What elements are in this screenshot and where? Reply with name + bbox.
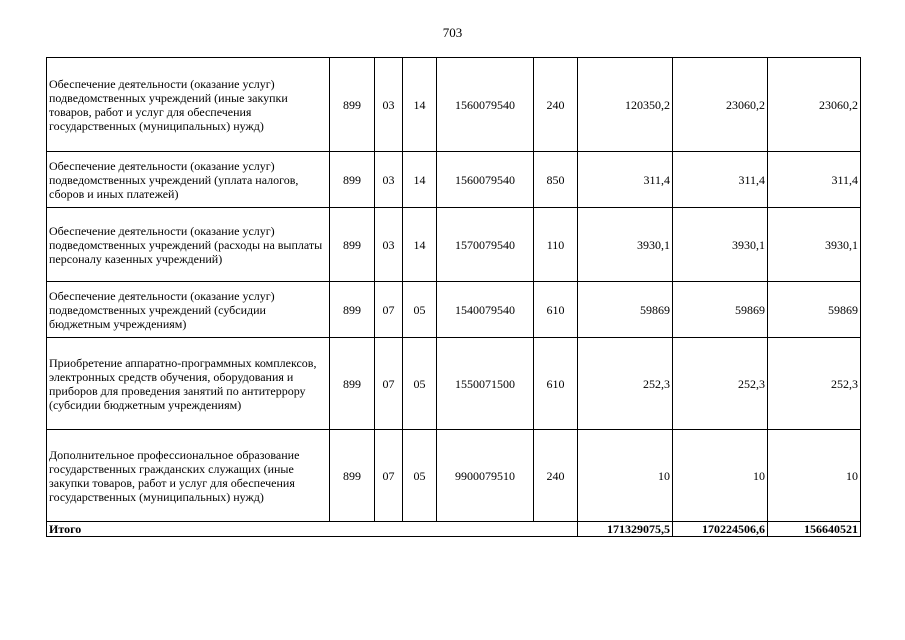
total-amount-2: 170224506,6 (673, 522, 768, 537)
table-row (47, 430, 861, 522)
amount-2: 252,3 (673, 338, 768, 430)
amount-2: 3930,1 (673, 208, 768, 282)
subsection-code: 05 (403, 338, 437, 430)
target-code: 1570079540 (437, 208, 534, 282)
expense-type-code: 610 (534, 338, 578, 430)
section-code: 07 (375, 338, 403, 430)
expense-type-code: 110 (534, 208, 578, 282)
row-name: Обеспечение деятельности (оказание услуг) подведомственных учреждений (уплата налогов, сборов и иных платежей) (47, 152, 330, 208)
ministry-code: 899 (330, 338, 375, 430)
table-row (47, 282, 861, 338)
row-name: Обеспечение деятельности (оказание услуг) подведомственных учреждений (субсидии бюджетным учреждениям) (47, 282, 330, 338)
amount-2: 59869 (673, 282, 768, 338)
ministry-code: 899 (330, 430, 375, 522)
section-code: 07 (375, 430, 403, 522)
row-name: Обеспечение деятельности (оказание услуг) подведомственных учреждений (расходы на выплаты персоналу казенных учреждений) (47, 208, 330, 282)
amount-1: 252,3 (578, 338, 673, 430)
amount-3: 59869 (768, 282, 861, 338)
ministry-code: 899 (330, 282, 375, 338)
amount-1: 3930,1 (578, 208, 673, 282)
amount-1: 59869 (578, 282, 673, 338)
table-row (47, 152, 861, 208)
amount-2: 23060,2 (673, 58, 768, 152)
amount-2: 311,4 (673, 152, 768, 208)
ministry-code: 899 (330, 58, 375, 152)
subsection-code: 05 (403, 282, 437, 338)
expense-type-code: 240 (534, 430, 578, 522)
target-code: 1540079540 (437, 282, 534, 338)
amount-3: 311,4 (768, 152, 861, 208)
target-code: 9900079510 (437, 430, 534, 522)
subsection-code: 05 (403, 430, 437, 522)
ministry-code: 899 (330, 208, 375, 282)
ministry-code: 899 (330, 152, 375, 208)
amount-3: 23060,2 (768, 58, 861, 152)
amount-3: 10 (768, 430, 861, 522)
total-amount-3: 156640521 (768, 522, 861, 537)
total-amount-1: 171329075,5 (578, 522, 673, 537)
amount-1: 311,4 (578, 152, 673, 208)
target-code: 1560079540 (437, 152, 534, 208)
amount-1: 10 (578, 430, 673, 522)
budget-table (46, 57, 861, 537)
table-row (47, 58, 861, 152)
amount-3: 3930,1 (768, 208, 861, 282)
amount-3: 252,3 (768, 338, 861, 430)
amount-2: 10 (673, 430, 768, 522)
row-name: Дополнительное профессиональное образование государственных гражданских служащих (иные закупки товаров, работ и услуг для обеспечения государственных (муниципальных) нужд) (47, 430, 330, 522)
expense-type-code: 610 (534, 282, 578, 338)
section-code: 07 (375, 282, 403, 338)
section-code: 03 (375, 152, 403, 208)
section-code: 03 (375, 208, 403, 282)
target-code: 1560079540 (437, 58, 534, 152)
expense-type-code: 240 (534, 58, 578, 152)
table-row (47, 208, 861, 282)
page-number: 703 (442, 25, 463, 40)
subsection-code: 14 (403, 208, 437, 282)
expense-type-code: 850 (534, 152, 578, 208)
amount-1: 120350,2 (578, 58, 673, 152)
subsection-code: 14 (403, 152, 437, 208)
row-name: Приобретение аппаратно-программных комплексов, электронных средств обучения, оборудования и приборов для проведения занятий по антитеррору (субсидии бюджетным учреждениям) (47, 338, 330, 430)
target-code: 1550071500 (437, 338, 534, 430)
subsection-code: 14 (403, 58, 437, 152)
total-row (47, 522, 861, 537)
table-row (47, 338, 861, 430)
section-code: 03 (375, 58, 403, 152)
total-label: Итого (47, 522, 578, 537)
row-name: Обеспечение деятельности (оказание услуг) подведомственных учреждений (иные закупки товаров, работ и услуг для обеспечения государственных (муниципальных) нужд) (47, 58, 330, 152)
